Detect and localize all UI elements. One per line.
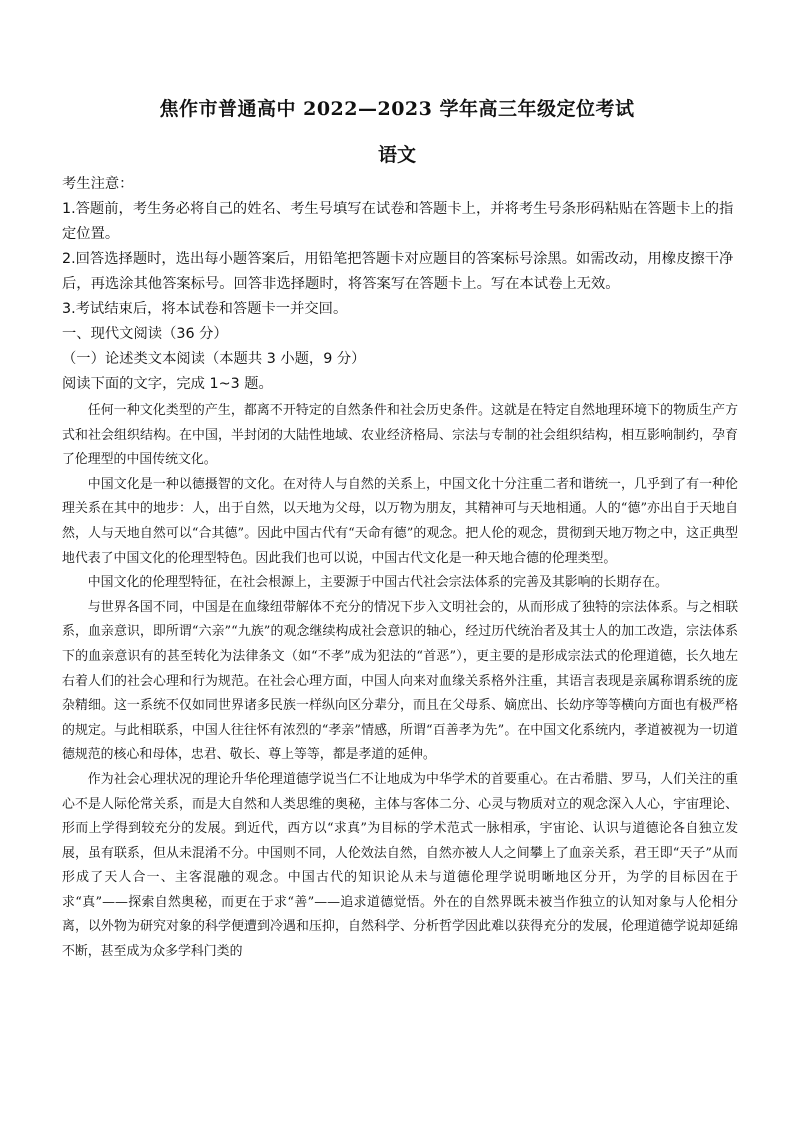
- exam-title: 焦作市普通高中 2022—2023 学年高三年级定位考试: [159, 98, 635, 120]
- passage-paragraph-3: 中国文化的伦理型特征，在社会根源上，主要源于中国古代社会宗法体系的完善及其影响的长期存在。: [87, 575, 668, 591]
- notice-heading: 考生注意：: [62, 176, 134, 192]
- notice-item-3: 3.考试结束后，将本试卷和答题卡一并交回。: [62, 301, 348, 317]
- reading-instruction: 阅读下面的文字，完成 1~3 题。: [62, 376, 273, 392]
- notice-item-1: 1.答题前，考生务必将自己的姓名、考生号填写在试卷和答题卡上，并将考生号条形码粘贴在答题卡上的指定位置。: [62, 201, 734, 242]
- notice-block: [62, 172, 738, 397]
- reading-passage: [62, 399, 738, 965]
- passage-paragraph-1: 任何一种文化类型的产生，都离不开特定的自然条件和社会历史条件。这就是在特定自然地理环境下的物质生产方式和社会组织结构。在中国，半封闭的大陆性地域、农业经济格局、宗法与专制的社会组织结构，相互影响制约，孕育了伦理型的中国传统文化。: [62, 403, 738, 468]
- notice-item-2: 2.回答选择题时，选出每小题答案后，用铅笔把答题卡对应题目的答案标号涂黑。如需改动，用橡皮擦干净后，再选涂其他答案标号。回答非选择题时，将答案写在答题卡上。写在本试卷上无效。: [62, 251, 734, 292]
- passage-paragraph-5: 作为社会心理状况的理论升华伦理道德学说当仁不让地成为中华学术的首要重心。在古希腊、罗马，人们关注的重心不是人际伦常关系，而是大自然和人类思维的奥秘，主体与客体二分、心灵与物质对立的观念深入人心，宇宙理论、形而上学得到较充分的发展。到近代，西方以“求真”为目标的学术范式一脉相承，宇宙论、认识与道德论各自独立发展，虽有联系，但从未混淆不分。中国则不同，人伦效法自然，自然亦被人人之间攀上了血亲关系，君王即“天子”从而形成了天人合一、主客混融的观念。中国古代的知识论从未与道德伦理学说明晰地区分开，为学的目标因在于求“真”——探索自然奥秘，而更在于求“善”——追求道德觉悟。外在的自然界既未被当作独立的认知对象与人伦相分离，以外物为研究对象的科学便遭到冷遇和压抑，自然科学、分析哲学因此难以获得充分的发展，伦理道德学说却延绵不断，甚至成为众多学科门类的: [62, 771, 738, 960]
- passage-paragraph-4: 与世界各国不同，中国是在血缘纽带解体不充分的情况下步入文明社会的，从而形成了独特的宗法体系。与之相联系，血亲意识，即所谓“六亲”“九族”的观念继续构成社会意识的轴心，经过历代统治者及其士人的加工改造，宗法体系下的血亲意识有的甚至转化为法律条文（如“不孝”成为犯法的“首恶”），更主要的是形成宗法式的伦理道德，长久地左右着人们的社会心理和行为规范。在社会心理方面，中国人向来对血缘关系格外注重，其语言表现是亲属称谓系统的庞杂精细。这一系统不仅如同世界诸多民族一样纵向区分辈分，而且在父母系、嫡庶出、长幼序等等横向方面也有极严格的规定。与此相联系，中国人往往怀有浓烈的“孝亲”情感，所谓“百善孝为先”。在中国文化系统内，孝道被视为一切道德规范的核心和母体，忠君、敬长、尊上等等，都是孝道的延伸。: [62, 599, 738, 763]
- section-heading: 一、现代文阅读（36 分）: [62, 326, 228, 342]
- section-subheading: （一）论述类文本阅读（本题共 3 小题，9 分）: [62, 351, 366, 367]
- passage-paragraph-2: 中国文化是一种以德摄智的文化。在对待人与自然的关系上，中国文化十分注重二者和谐统一，几乎到了有一种伦理关系在其中的地步：人，出于自然，以天地为父母，以万物为朋友，其精神可与天地相通。人的“德”亦出自于天地自然，人与天地自然可以“合其德”。因此中国古代有“天命有德”的观念。把人伦的观念，贯彻到天地万物之中，这正典型地代表了中国文化的伦理型特色。因此我们也可以说，中国古代文化是一种天地合德的伦理类型。: [62, 476, 738, 566]
- subject-title: 语文: [377, 144, 416, 166]
